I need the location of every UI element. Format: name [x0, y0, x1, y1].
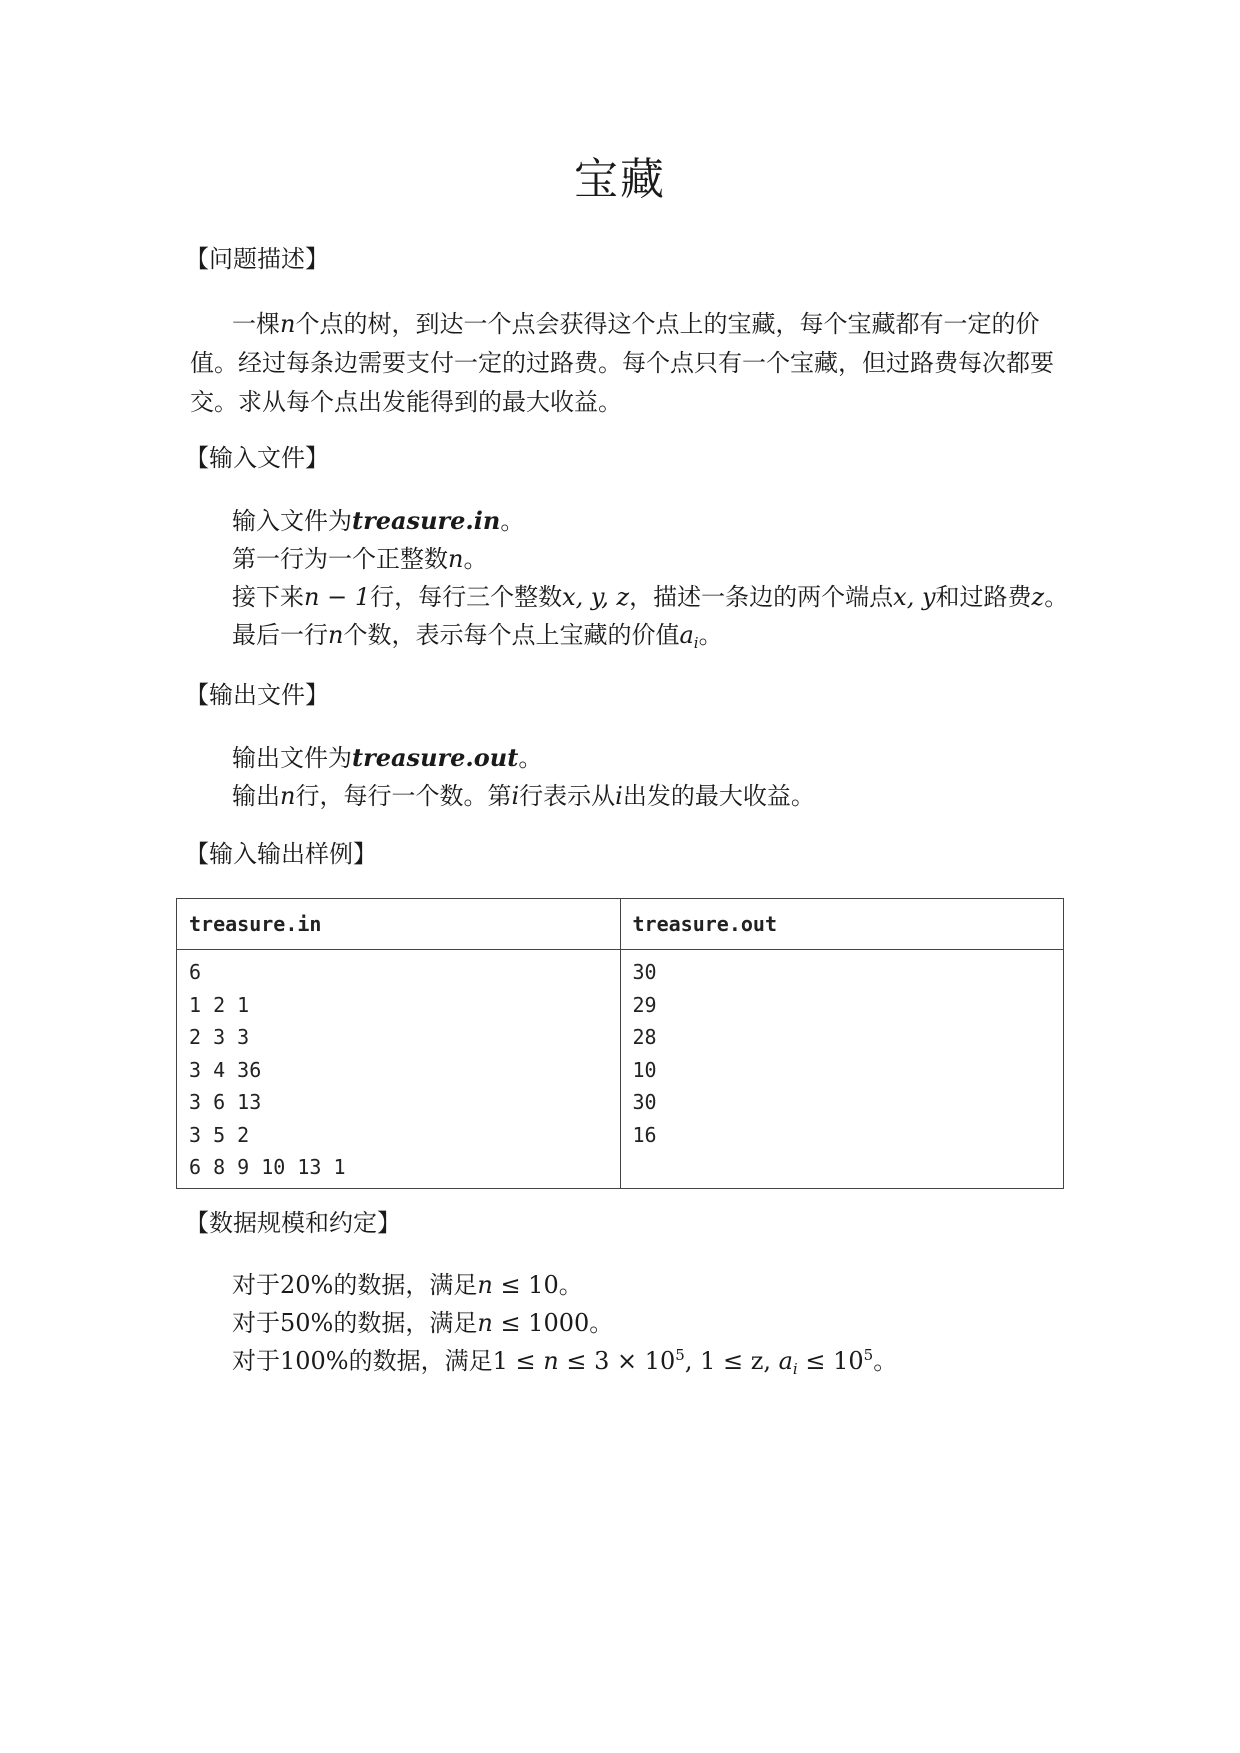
sample-input-line: 1 2 1: [189, 992, 250, 1017]
sample-input-line: 3 6 13: [189, 1090, 262, 1114]
sample-input-line: 2 3 3: [189, 1025, 250, 1049]
output-line-2: 输出n行，每行一个数。第i行表示从i出发的最大收益。: [232, 782, 815, 810]
section-heading-description: 【问题描述】: [185, 245, 329, 273]
input-line-1: 输入文件为treasure.in。: [232, 506, 525, 535]
sample-output-line: 30: [632, 960, 657, 984]
sample-io-table: [176, 898, 1064, 1189]
output-description: [232, 739, 815, 815]
sample-output-cell: [620, 950, 1064, 1189]
section-heading-input: 【输入文件】: [185, 444, 329, 472]
input-line-2: 第一行为一个正整数n。: [232, 545, 488, 573]
section-heading-output: 【输出文件】: [185, 681, 329, 709]
sample-output-line: 29: [632, 992, 657, 1017]
output-line-1: 输出文件为treasure.out。: [232, 743, 543, 772]
sample-output-line: 10: [632, 1057, 657, 1082]
sample-input-cell: [177, 950, 621, 1189]
section-heading-constraints: 【数据规模和约定】: [185, 1209, 401, 1237]
constraints-list: [232, 1266, 897, 1380]
description-paragraph: 一棵n个点的树，到达一个点会获得这个点上的宝藏，每个宝藏都有一定的价值。经过每条边需要支付一定的过路费。每个点只有一个宝藏，但过路费每次都要交。求从每个点出发能得到的最大收益。: [190, 310, 1054, 416]
output-filename: treasure.out: [352, 743, 519, 772]
input-line-4: 最后一行n个数，表示每个点上宝藏的价值$a_i$。: [232, 621, 723, 652]
sample-input-line: 6 8 9 10 13 1: [189, 1155, 346, 1179]
input-line-3: 接下来n − 1行，每行三个整数x, y, z，描述一条边的两个端点x, y和过路费z。: [232, 583, 1069, 611]
sample-header-output: treasure.out: [620, 899, 1064, 950]
page-title: 宝藏: [574, 154, 666, 205]
sample-output-line: 28: [632, 1025, 657, 1049]
sample-output-line: 16: [632, 1122, 657, 1147]
constraint-line-1: 对于20%的数据，满足n ≤ 10。: [232, 1271, 583, 1299]
constraint-line-3: 对于100%的数据，满足$1 \le n \le 3 \times 10^5$, 1 ≤ z, $a_i \le 10^5$。: [232, 1346, 898, 1378]
section-heading-sample: 【输入输出样例】: [185, 840, 377, 868]
constraint-line-2: 对于50%的数据，满足n ≤ 1000。: [232, 1309, 614, 1337]
input-filename: treasure.in: [352, 506, 501, 535]
input-description: [232, 502, 1068, 654]
sample-output-line: 30: [632, 1090, 657, 1114]
sample-input-line: 3 5 2: [189, 1122, 250, 1147]
math-n: n: [280, 310, 296, 338]
sample-header-input: treasure.in: [177, 899, 621, 950]
sample-input-line: 3 4 36: [189, 1057, 262, 1082]
sample-input-line: 6: [189, 960, 202, 984]
